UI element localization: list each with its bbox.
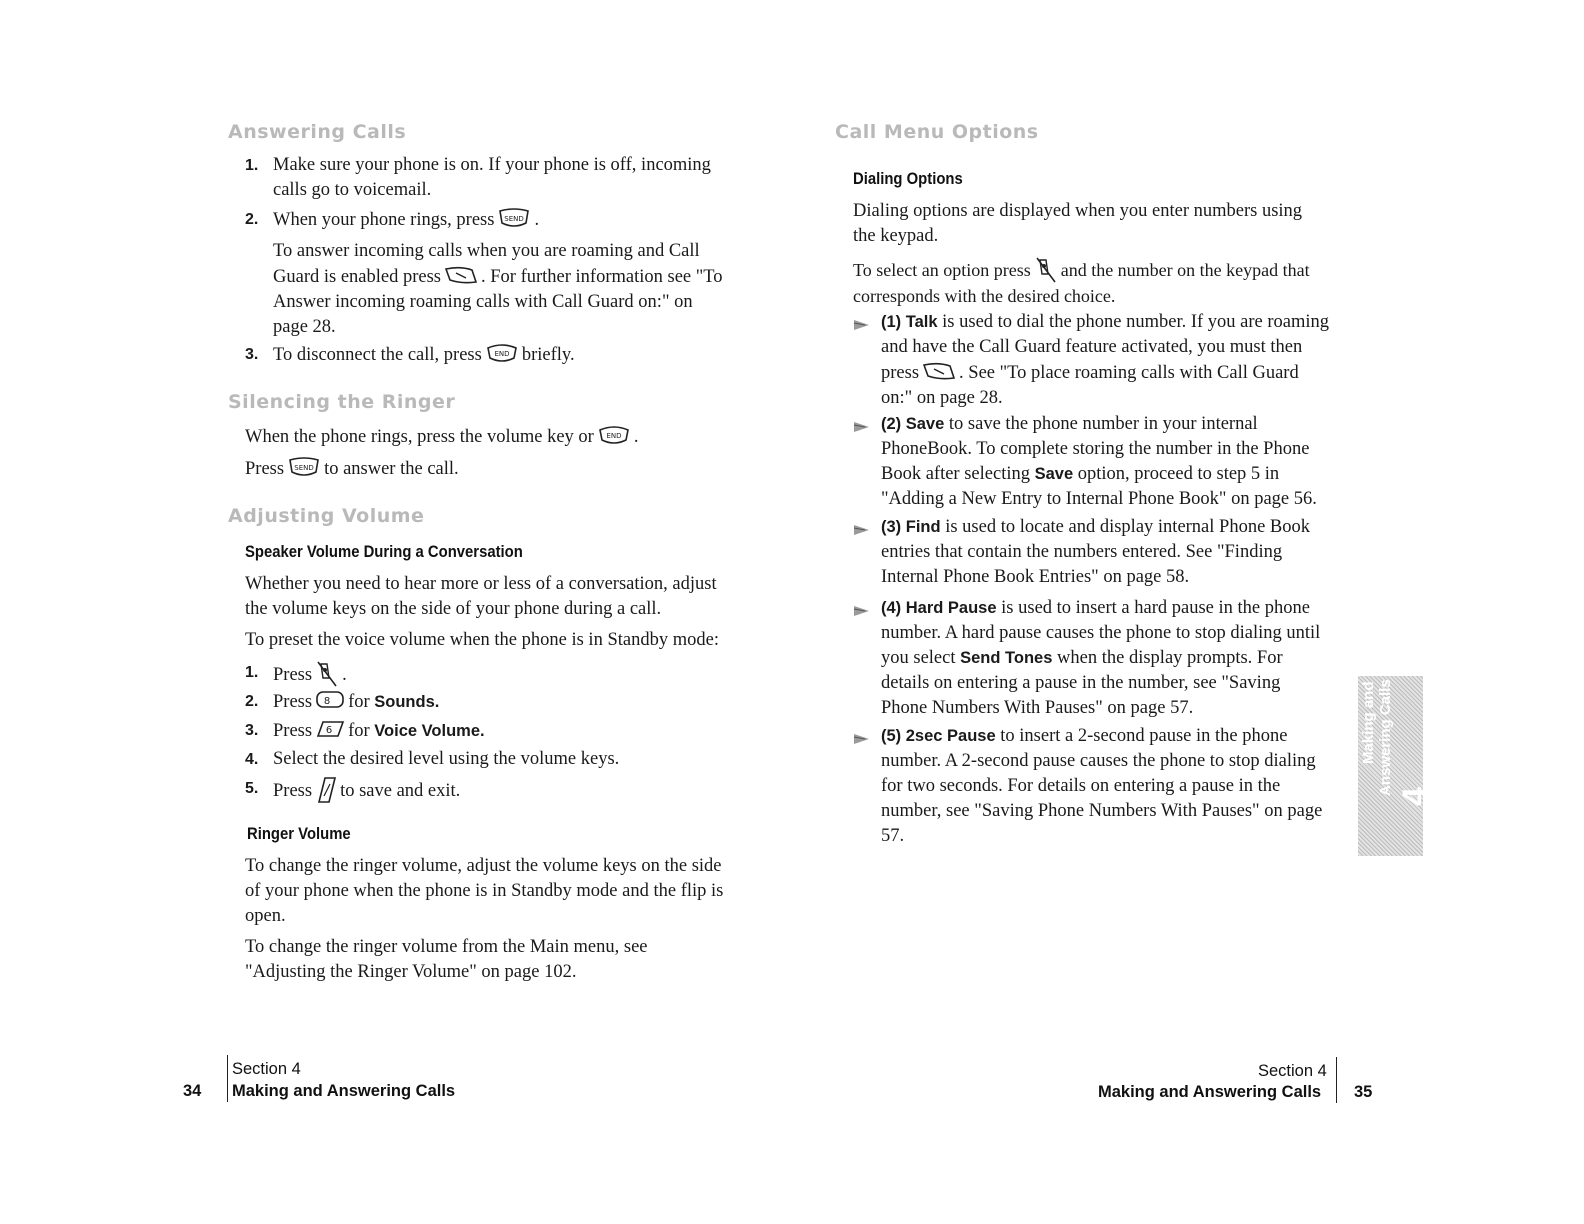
ringer-volume-text-1: To change the ringer volume, adjust the volume keys on the side of your phone when the phone is in Standby mode and the flip is open. bbox=[245, 856, 724, 926]
eight-key-icon bbox=[315, 689, 345, 711]
section-tab-label: Making and Answering Calls bbox=[1360, 679, 1394, 796]
step-number: 2. bbox=[245, 693, 259, 710]
step-number: 3. bbox=[245, 722, 259, 739]
bullet-arrow-icon bbox=[853, 604, 871, 618]
answering-calls-heading: Answering Calls bbox=[228, 121, 407, 143]
volume-step-3: Press for Voice Volume. bbox=[273, 718, 723, 744]
dialing-option-find: (3) Find is used to locate and display internal Phone Book entries that contain the numbers entered. See "Finding Internal Phone Book Entries" on page 58. bbox=[881, 517, 1310, 587]
step-number: 5. bbox=[245, 780, 259, 797]
dialing-intro-1: Dialing options are displayed when you enter numbers using the keypad. bbox=[853, 201, 1303, 246]
page-number: 35 bbox=[1354, 1083, 1373, 1101]
speaker-volume-subheading: Speaker Volume During a Conversation bbox=[245, 543, 523, 561]
volume-step-1: Press . bbox=[273, 660, 723, 688]
step-number: 3. bbox=[245, 346, 259, 363]
dialing-option-talk: (1) Talk is used to dial the phone number. If you are roaming and have the Call Guard feature activated, you must then press . See "To place roaming calls with Call Guard on:" on page 28. bbox=[881, 312, 1330, 408]
answering-step-3: To disconnect the call, press briefly. bbox=[273, 342, 723, 368]
silencing-ringer-heading: Silencing the Ringer bbox=[228, 391, 456, 413]
footer-divider bbox=[1336, 1057, 1337, 1103]
call-menu-options-heading: Call Menu Options bbox=[835, 121, 1039, 143]
end-key-icon bbox=[597, 424, 631, 446]
ok-key-icon bbox=[315, 776, 337, 804]
ringer-volume-text-2: To change the ringer volume from the Main menu, see "Adjusting the Ringer Volume" on page 102. bbox=[245, 937, 648, 982]
speaker-volume-text: Whether you need to hear more or less of a conversation, adjust the volume keys on the side of your phone during a call. bbox=[245, 574, 717, 619]
volume-step-2: Press for Sounds. bbox=[273, 689, 723, 715]
six-key-icon bbox=[315, 718, 345, 740]
bullet-arrow-icon bbox=[853, 318, 871, 332]
dialing-option-2sec-pause: (5) 2sec Pause to insert a 2-second pause in the phone number. A 2-second pause causes the phone to stop dialing for two seconds. For details on entering a pause in the number, see "Saving Phone Numbers With Pauses" on page 57. bbox=[881, 726, 1323, 846]
step-number: 4. bbox=[245, 751, 259, 768]
send-key-icon bbox=[287, 456, 321, 478]
dialing-option-save: (2) Save to save the phone number in your internal PhoneBook. To complete storing the number in the Phone Book after selecting Save option, proceed to step 5 in "Adding a New Entry to Internal Phone Book" on page 56. bbox=[881, 414, 1317, 509]
step-number: 1. bbox=[245, 157, 259, 174]
menu-key-icon bbox=[1034, 256, 1058, 284]
section-tab bbox=[1358, 676, 1434, 856]
menu-key-icon bbox=[315, 660, 339, 688]
roaming-answer-note: To answer incoming calls when you are roaming and Call Guard is enabled press . For further information see "To Answer incoming roaming calls with Call Guard on:" on page 28. bbox=[273, 241, 723, 337]
ringer-volume-subheading: Ringer Volume bbox=[247, 825, 351, 843]
preset-volume-text: To preset the voice volume when the phone is in Standby mode: bbox=[245, 630, 719, 650]
one-key-icon bbox=[444, 264, 478, 286]
bullet-arrow-icon bbox=[853, 420, 871, 434]
dialing-option-hard-pause: (4) Hard Pause is used to insert a hard pause in the phone number. A hard pause causes the phone to stop dialing until you select Send Tones when the display prompts. For details on entering a pause in the number, see "Saving Phone Numbers With Pauses" on page 57. bbox=[881, 598, 1321, 718]
volume-step-5: Press to save and exit. bbox=[273, 776, 723, 804]
dialing-intro-2: To select an option press and the number on the keypad that corresponds with the desired choice. bbox=[853, 256, 1343, 309]
section-tab-number: 4 bbox=[1396, 787, 1434, 806]
send-key-icon bbox=[497, 207, 531, 229]
one-key-icon bbox=[922, 360, 956, 382]
footer-divider bbox=[227, 1055, 228, 1102]
step-number: 2. bbox=[245, 211, 259, 228]
silencing-line-1: When the phone rings, press the volume key or . bbox=[245, 424, 725, 450]
end-key-icon bbox=[485, 342, 519, 364]
answering-step-1: Make sure your phone is on. If your phone is off, incoming calls go to voicemail. bbox=[273, 155, 711, 200]
footer-title: Making and Answering Calls bbox=[232, 1082, 456, 1100]
dialing-options-subheading: Dialing Options bbox=[853, 170, 963, 188]
footer-section: Section 4 bbox=[1258, 1062, 1327, 1080]
answering-step-2: When your phone rings, press . bbox=[273, 207, 723, 233]
adjusting-volume-heading: Adjusting Volume bbox=[228, 505, 425, 527]
page-number: 34 bbox=[183, 1082, 202, 1100]
right-page bbox=[792, 0, 1584, 1224]
footer-title: Making and Answering Calls bbox=[1098, 1083, 1322, 1101]
silencing-line-2: Press to answer the call. bbox=[245, 456, 725, 482]
footer-section: Section 4 bbox=[232, 1060, 301, 1078]
bullet-arrow-icon bbox=[853, 523, 871, 537]
volume-step-4: Select the desired level using the volume keys. bbox=[273, 749, 620, 769]
bullet-arrow-icon bbox=[853, 732, 871, 746]
step-number: 1. bbox=[245, 664, 259, 681]
